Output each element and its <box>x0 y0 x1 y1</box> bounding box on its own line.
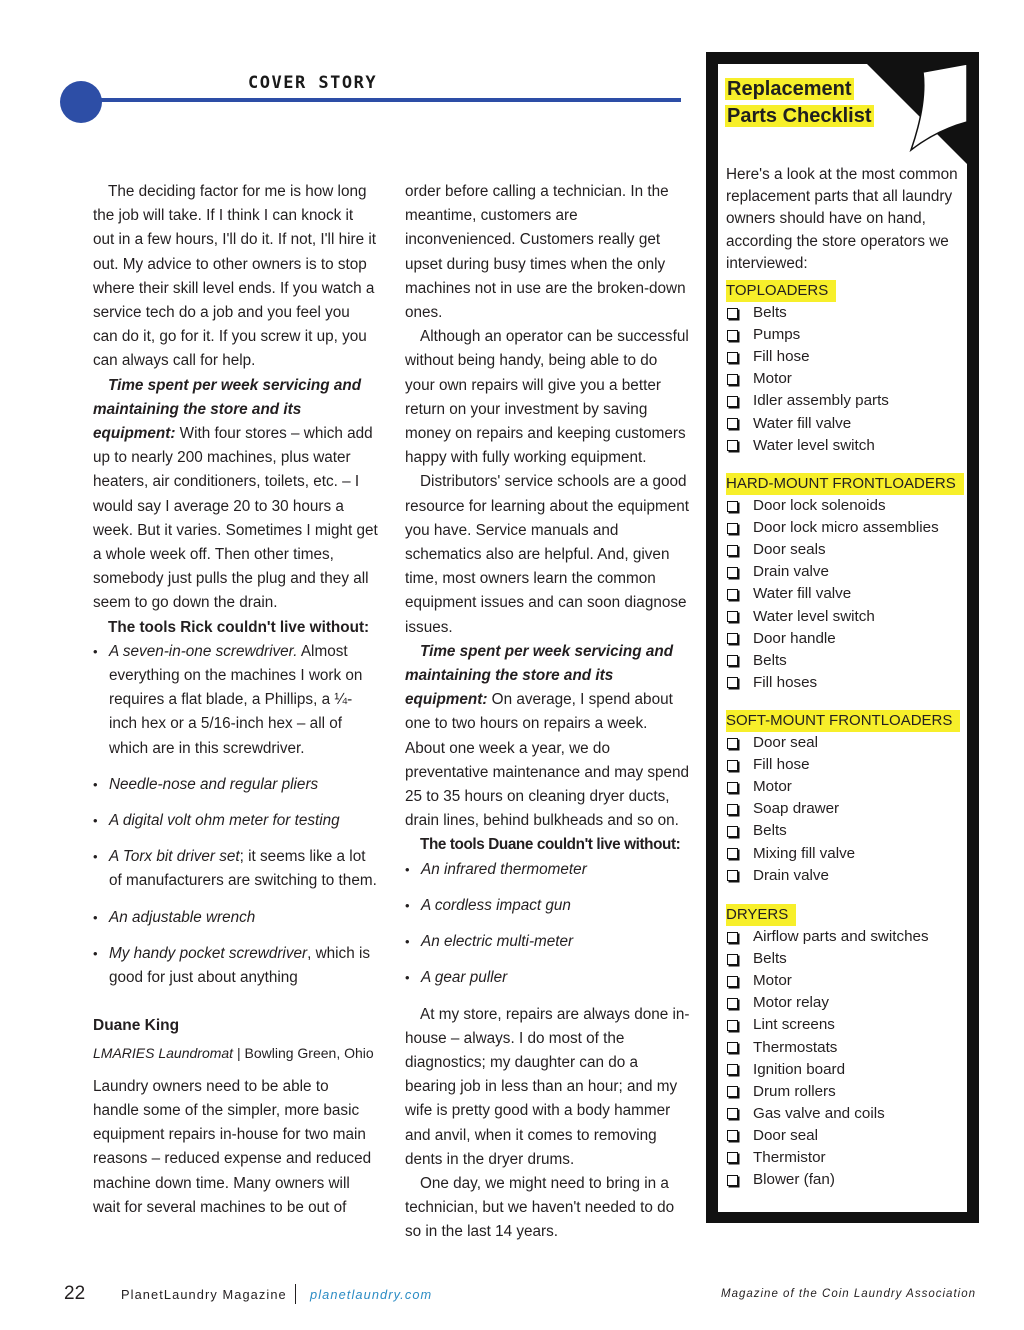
footer-divider <box>295 1284 296 1304</box>
tool-name: A Torx bit driver set <box>109 848 240 866</box>
checklist-item <box>726 628 964 650</box>
checkbox-icon <box>727 848 738 859</box>
checkbox-icon <box>727 545 738 556</box>
checkbox-icon <box>727 352 738 363</box>
checklist-item <box>726 970 929 992</box>
item-label: Motor <box>753 370 792 388</box>
category-hard-mount-frontloaders <box>726 473 964 694</box>
item-label: Pumps <box>753 326 801 344</box>
paragraph: Although an operator can be successful without being handy, being able to do your own repairs will give you a better return on your investment by saving money on repairs and keeping customers happy with fully working equipment. <box>405 328 689 467</box>
tool-desc: , which is good for just about anything <box>109 944 370 987</box>
checklist-item <box>726 1081 929 1103</box>
page-footer <box>0 1283 1024 1307</box>
list-item <box>405 966 690 990</box>
checklist-item <box>726 412 889 434</box>
checkbox-icon <box>727 804 738 815</box>
checklist-item <box>726 324 889 346</box>
item-label: Gas valve and coils <box>753 1104 885 1122</box>
list-item <box>93 773 378 797</box>
subheading: Time spent per week servicing and maintaining the store and its equipment: <box>405 642 674 709</box>
checkbox-icon <box>727 633 738 644</box>
item-label: Drum rollers <box>753 1082 836 1100</box>
item-label: Water fill valve <box>753 585 852 603</box>
list-item <box>405 858 690 882</box>
checklist-item <box>726 992 929 1014</box>
tool-desc: Almost everything on the machines I work on requires a flat blade, a Phillips, a ¼-inch hex or a 5/16-inch hex – all of which are in this screwdriver. <box>109 642 363 757</box>
tool-name: An electric multi-meter <box>421 933 574 951</box>
item-label: Blower (fan) <box>753 1171 835 1189</box>
paragraph: One day, we might need to bring in a technician, but we haven't needed to do so in the last 14 years. <box>405 1174 675 1241</box>
tools-heading: The tools Duane couldn't live without: <box>420 836 681 854</box>
item-label: Water level switch <box>753 436 875 454</box>
list-item <box>405 894 690 918</box>
checklist-item <box>726 539 964 561</box>
checkbox-icon <box>727 998 738 1009</box>
category-heading: HARD-MOUNT FRONTLOADERS <box>726 473 964 495</box>
paragraph-text: On average, I spend about one to two hours on repairs a week. About one week a year, we do preventative maintenance and may spend 25 to 35 hours on cleaning dryer ducts, drain lines, behind bulkheads and so on. <box>405 691 690 830</box>
checklist-item <box>726 495 964 517</box>
checkbox-icon <box>727 738 738 749</box>
tools-heading: The tools Rick couldn't live without: <box>108 618 370 636</box>
tool-name: A gear puller <box>421 969 508 987</box>
section-label: COVER STORY <box>248 73 378 93</box>
checkbox-icon <box>727 418 738 429</box>
tool-name: An adjustable wrench <box>109 908 256 926</box>
checklist-item <box>726 1147 929 1169</box>
checklist-item <box>726 1169 929 1191</box>
tool-desc: ; it seems like a lot of manufacturers are switching to them. <box>109 848 377 890</box>
list-item <box>93 906 378 930</box>
paragraph: Distributors' service schools are a good resource for learning about the equipment you have. Service manuals and schematics also are helpful. And, given time, most owners learn the common equipment issues and can soon diagnose issues. <box>405 473 690 636</box>
checkbox-icon <box>727 1086 738 1097</box>
item-label: Fill hose <box>753 348 810 366</box>
checkbox-icon <box>727 308 738 319</box>
checkbox-icon <box>727 396 738 407</box>
checklist-sidebar <box>706 52 979 1223</box>
checkbox-icon <box>727 782 738 793</box>
city: Bowling Green, Ohio <box>244 1044 374 1061</box>
category-toploaders <box>726 280 889 457</box>
list-item <box>93 845 378 893</box>
item-label: Motor <box>753 972 792 990</box>
checkbox-icon <box>727 374 738 385</box>
checkbox-icon <box>727 1020 738 1031</box>
checklist-item <box>726 346 889 368</box>
tool-name: A seven-in-one screwdriver. <box>109 642 298 660</box>
magazine-tagline: Magazine of the Coin Laundry Association <box>720 1288 976 1300</box>
category-heading: DRYERS <box>726 904 796 926</box>
magazine-name: PlanetLaundry Magazine <box>121 1287 287 1302</box>
tool-name: Needle-nose and regular pliers <box>109 775 319 793</box>
checklist-item <box>726 776 960 798</box>
item-label: Mixing fill valve <box>753 844 856 862</box>
checkbox-icon <box>727 501 738 512</box>
checkbox-icon <box>727 567 738 578</box>
checklist-item <box>726 435 889 457</box>
category-heading: TOPLOADERS <box>726 280 836 302</box>
tool-name: An infrared thermometer <box>421 860 587 878</box>
item-label: Drain valve <box>753 866 829 884</box>
checklist-item <box>726 1014 929 1036</box>
checkbox-icon <box>727 655 738 666</box>
checkbox-icon <box>727 1042 738 1053</box>
checklist-item <box>726 583 964 605</box>
checklist-item <box>726 948 929 970</box>
subheading: Time spent per week servicing and maintaining the store and its equipment: <box>93 376 362 443</box>
item-label: Belts <box>753 822 787 840</box>
checkbox-icon <box>727 1152 738 1163</box>
checkbox-icon <box>727 870 738 881</box>
item-label: Motor relay <box>753 994 829 1012</box>
checklist-item <box>726 672 964 694</box>
tool-name: My handy pocket screwdriver <box>109 944 308 962</box>
checklist-item <box>726 302 889 324</box>
title-line-2: Parts Checklist <box>727 105 872 127</box>
item-label: Fill hose <box>753 756 810 774</box>
tool-name: A cordless impact gun <box>421 896 571 914</box>
article-column-2 <box>405 180 690 1245</box>
item-label: Soap drawer <box>753 800 840 818</box>
checklist-item <box>726 798 960 820</box>
item-label: Door handle <box>753 629 836 647</box>
article-column-1 <box>93 180 378 1220</box>
checkbox-icon <box>727 826 738 837</box>
item-label: Door lock micro assemblies <box>753 519 939 537</box>
page-curl-icon <box>867 64 967 164</box>
item-label: Ignition board <box>753 1060 846 1078</box>
checklist-item <box>726 605 964 627</box>
paragraph: order before calling a technician. In the meantime, customers are inconvenienced. Customers really get upset during busy times when the only machines not in use are the broken-down ones. <box>405 183 686 322</box>
item-label: Door seal <box>753 734 818 752</box>
category-soft-mount-frontloaders <box>726 710 960 887</box>
item-label: Lint screens <box>753 1016 835 1034</box>
checklist-item <box>726 1036 929 1058</box>
page-number: 22 <box>64 1283 86 1304</box>
item-label: Thermistor <box>753 1148 826 1166</box>
checkbox-icon <box>727 954 738 965</box>
category-heading: SOFT-MOUNT FRONTLOADERS <box>726 710 960 732</box>
item-label: Airflow parts and switches <box>753 928 929 946</box>
checklist-item <box>726 865 960 887</box>
paragraph <box>405 640 690 834</box>
checkbox-icon <box>727 330 738 341</box>
item-label: Door lock solenoids <box>753 497 886 515</box>
sidebar-intro: Here's a look at the most common replacement parts that all laundry owners should have on hand, according the store operators we interviewed: <box>726 166 958 272</box>
item-label: Door seal <box>753 1126 818 1144</box>
checkbox-icon <box>727 1108 738 1119</box>
checkbox-icon <box>727 611 738 622</box>
checklist-item <box>726 561 964 583</box>
checkbox-icon <box>727 589 738 600</box>
checklist-item <box>726 842 960 864</box>
paragraph: Laundry owners need to be able to handle some of the simpler, more basic equipment repairs in-house for two main reasons – reduced expense and reduced machine down time. Many owners will wait for several machines to be out of <box>93 1077 372 1216</box>
paragraph-text: With four stores – which add up to nearly 200 machines, plus water heaters, air conditioners, toilets, etc. – I would say I average 20 to 30 hours a week. But it varies. Sometimes I might get a whole week off. Then other times, somebody just pulls the plug and they all seem to go down the drain. <box>93 425 378 612</box>
paragraph: The deciding factor for me is how long the job will take. If I think I can knock it out in a few hours, I'll do it. If not, I'll hire it out. My advice to other owners is to stop where their skill level ends. If you watch a service tech do a job and you feel you can do it, go for it. If you screw it up, you can always call for help. <box>93 183 377 370</box>
checkbox-icon <box>727 440 738 451</box>
checkbox-icon <box>727 1064 738 1075</box>
paragraph <box>93 374 378 616</box>
paragraph: At my store, repairs are always done in-house – always. I do most of the diagnostics; my daughter can do a bearing job in less than an hour; and my wife is pretty good with a body hammer and anvil, when it comes to removing dents in the dryer drums. <box>405 1005 690 1168</box>
checklist-item <box>726 820 960 842</box>
checklist-item <box>726 1125 929 1147</box>
checklist-item <box>726 1059 929 1081</box>
list-item <box>405 930 690 954</box>
checklist-item <box>726 754 960 776</box>
list-item <box>93 640 378 761</box>
checkbox-icon <box>727 1175 738 1186</box>
category-dryers <box>726 904 929 1191</box>
profile-name: Duane King <box>93 1017 180 1035</box>
sidebar-title <box>725 76 874 130</box>
item-label: Belts <box>753 304 787 322</box>
checkbox-icon <box>727 932 738 943</box>
checklist-item <box>726 390 889 412</box>
item-label: Belts <box>753 950 787 968</box>
business-name: LMARIES Laundromat <box>93 1044 234 1061</box>
checkbox-icon <box>727 523 738 534</box>
item-label: Idler assembly parts <box>753 392 889 410</box>
checklist-item <box>726 732 960 754</box>
item-label: Water fill valve <box>753 414 852 432</box>
checklist-item <box>726 650 964 672</box>
tools-list <box>405 858 690 991</box>
checkbox-icon <box>727 1130 738 1141</box>
checklist-item <box>726 368 889 390</box>
checkbox-icon <box>727 677 738 688</box>
header-circle <box>60 81 102 123</box>
list-item <box>93 942 378 990</box>
item-label: Belts <box>753 651 787 669</box>
title-line-1: Replacement <box>727 78 852 100</box>
website-link[interactable]: planetlaundry.com <box>310 1287 433 1302</box>
profile-location <box>93 1041 378 1065</box>
checkbox-icon <box>727 760 738 771</box>
item-label: Water level switch <box>753 607 875 625</box>
checkbox-icon <box>727 976 738 987</box>
item-label: Motor <box>753 778 792 796</box>
header-rule <box>96 98 681 102</box>
item-label: Fill hoses <box>753 673 818 691</box>
item-label: Drain valve <box>753 563 829 581</box>
item-label: Thermostats <box>753 1038 838 1056</box>
checklist-panel <box>718 64 967 1212</box>
list-item <box>93 809 378 833</box>
separator: | <box>233 1044 245 1061</box>
tools-list <box>93 640 378 990</box>
item-label: Door seals <box>753 541 826 559</box>
tool-name: A digital volt ohm meter for testing <box>109 812 340 830</box>
checklist-item <box>726 1103 929 1125</box>
checklist-item <box>726 517 964 539</box>
checklist-item <box>726 926 929 948</box>
